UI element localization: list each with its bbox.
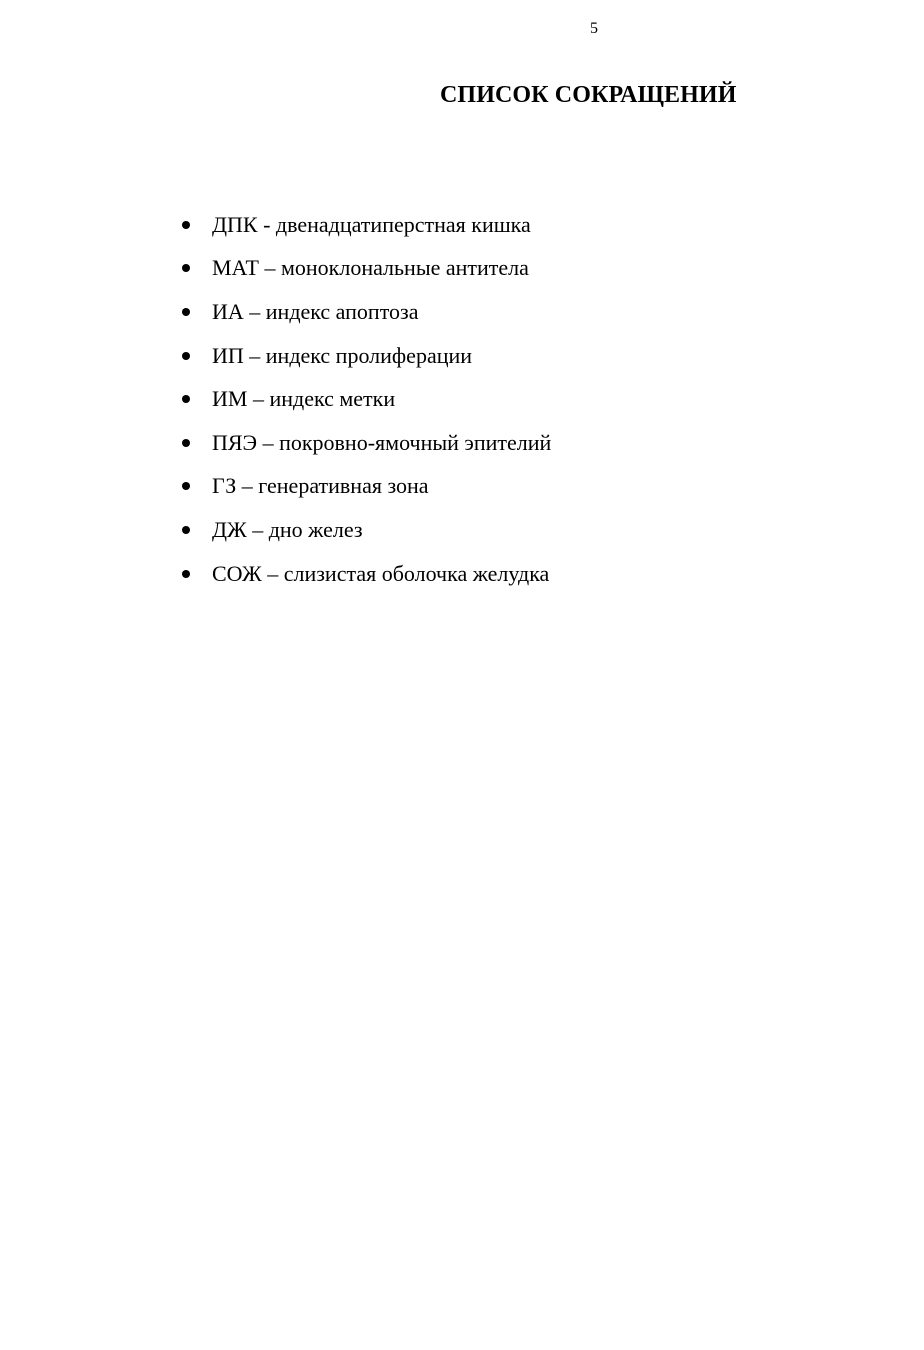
bullet-icon [182,482,190,490]
list-item [180,508,780,552]
abbreviation-entry: ДЖ – дно желез [212,516,363,542]
list-item [180,377,780,421]
abbreviation-list [180,203,780,595]
list-item [180,290,780,334]
bullet-icon [182,526,190,534]
abbreviation-entry: ПЯЭ – покровно-ямочный эпителий [212,429,552,455]
bullet-icon [182,439,190,447]
list-item [180,421,780,465]
list-item [180,203,780,247]
bullet-icon [182,352,190,360]
abbreviation-entry: ИП – индекс пролиферации [212,342,473,368]
abbreviation-entry: СОЖ – слизистая оболочка желудка [212,560,550,586]
list-item [180,334,780,378]
bullet-icon [182,308,190,316]
page-title: СПИСОК СОКРАЩЕНИЙ [440,82,737,108]
page-number: 5 [590,20,598,37]
bullet-icon [182,570,190,578]
abbreviation-entry: ИМ – индекс метки [212,386,396,412]
bullet-icon [182,221,190,229]
bullet-icon [182,264,190,272]
bullet-icon [182,395,190,403]
abbreviation-entry: МАТ – моноклональные антитела [212,255,529,281]
list-item [180,247,780,291]
abbreviation-entry: ДПК - двенадцатиперстная кишка [212,211,531,237]
list-item [180,552,780,596]
abbreviation-entry: ИА – индекс апоптоза [212,298,419,324]
abbreviation-entry: ГЗ – генеративная зона [212,473,429,499]
list-item [180,465,780,509]
